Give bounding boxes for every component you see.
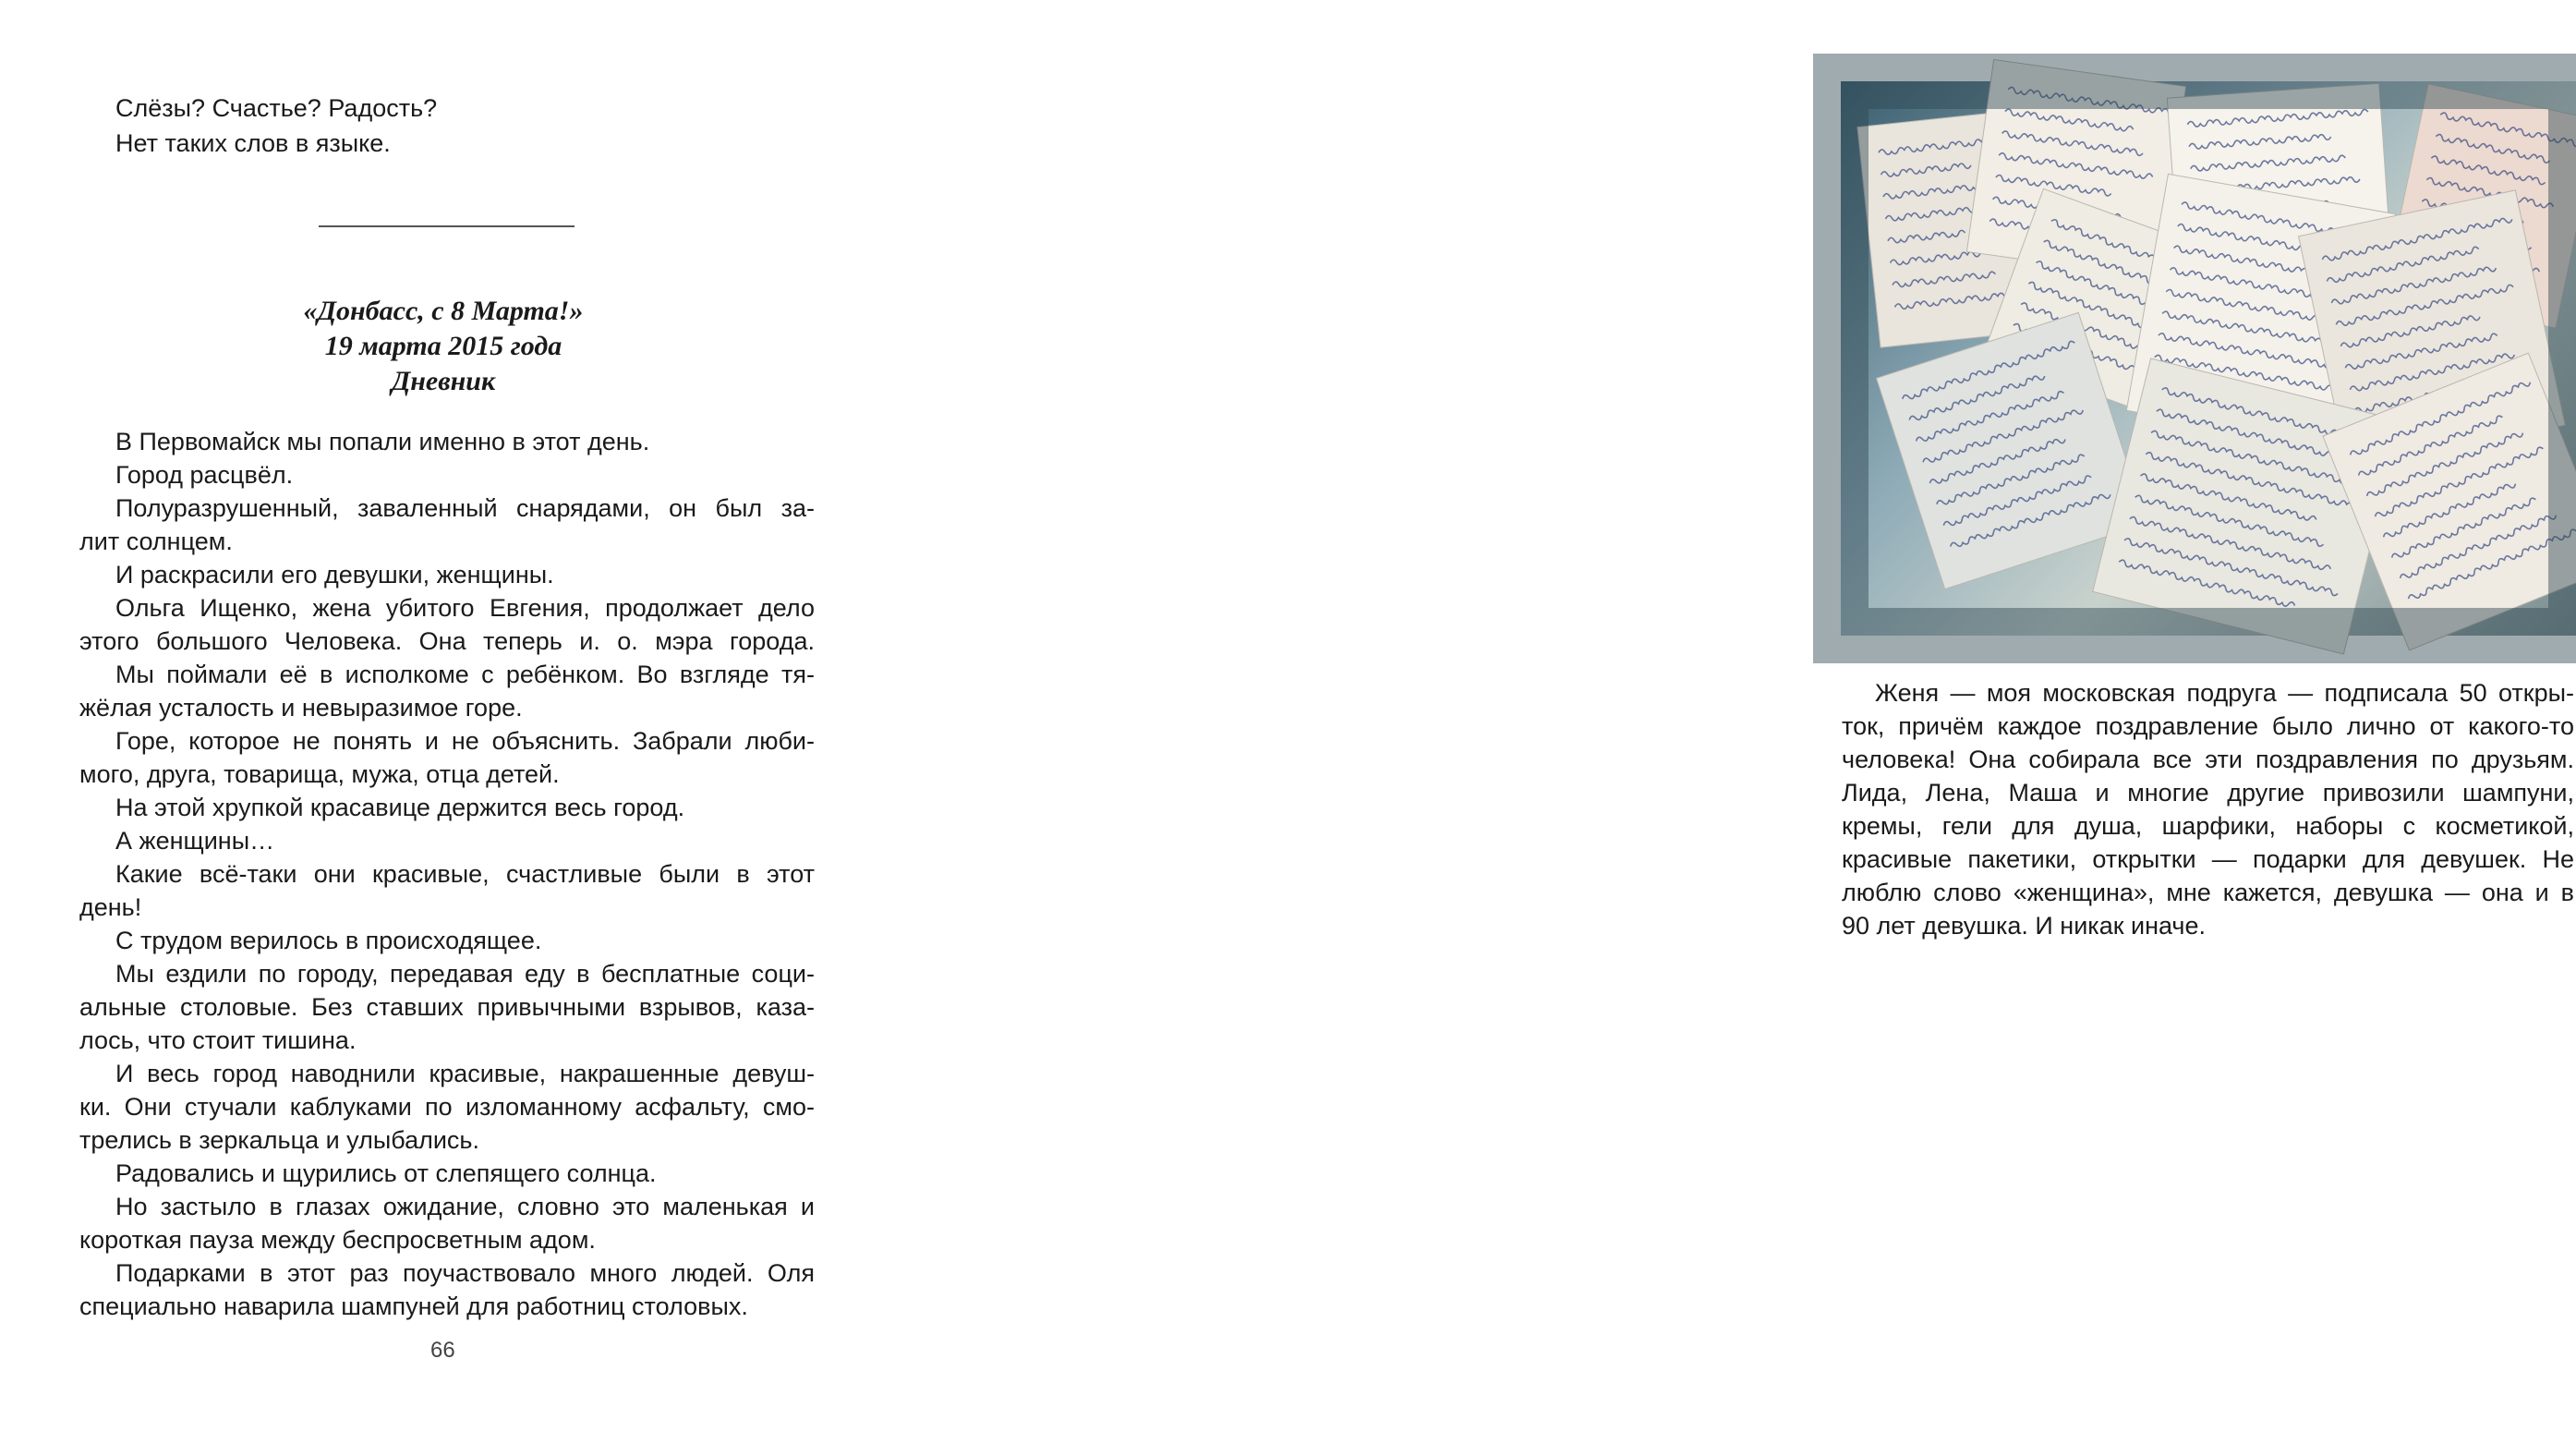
- text-line: ток, причём каждое поздравление было лично от какого-то: [1842, 712, 2574, 740]
- text-line: ки. Они стучали каблуками по изломанному асфальту, смо-: [79, 1093, 815, 1121]
- poem-line: Нет таких слов в языке.: [115, 129, 391, 157]
- page-number: 66: [430, 1338, 455, 1363]
- text-line: И весь город наводнили красивые, накрашенные девуш-: [115, 1060, 815, 1087]
- poem-line: Слёзы? Счастье? Радость?: [115, 94, 438, 122]
- text-line: И раскрасили его девушки, женщины.: [115, 561, 554, 588]
- text-line: лит солнцем.: [79, 528, 233, 555]
- text-line: альные столовые. Без ставших привычными взрывов, каза-: [79, 993, 815, 1021]
- diary-text: [79, 425, 815, 1323]
- text-line: Город расцвёл.: [115, 461, 294, 489]
- text-line: Лида, Лена, Маша и многие другие привозили шампуни,: [1842, 779, 2574, 807]
- left-page: [0, 0, 887, 1456]
- chapter-heading: [0, 294, 887, 399]
- section-divider: [319, 225, 574, 227]
- text-line: Радовались и щурились от слепящего солнца.: [115, 1159, 657, 1187]
- text-line: жёлая усталость и невыразимое горе.: [79, 694, 523, 722]
- photo-caption-text: [1842, 676, 2574, 942]
- text-line: люблю слово «женщина», мне кажется, девушка — она и в: [1842, 879, 2574, 906]
- text-line: С трудом верилось в происходящее.: [115, 927, 542, 954]
- poem: [115, 91, 437, 161]
- text-line: 90 лет девушка. И никак иначе.: [1842, 912, 2207, 940]
- text-line: Мы ездили по городу, передавая еду в бесплатные соци-: [115, 960, 815, 988]
- text-line: специально наварила шампуней для работниц столовых.: [79, 1292, 748, 1320]
- text-line: Полуразрушенный, заваленный снарядами, он был за-: [115, 494, 815, 522]
- text-line: Какие всё-таки они красивые, счастливые были в этот: [115, 860, 815, 888]
- text-line: Мы поймали её в исполкоме с ребёнком. Во взгляде тя-: [115, 661, 815, 688]
- photo-postcards: [1841, 81, 2576, 636]
- text-line: Женя — моя московская подруга — подписала 50 откры-: [1875, 679, 2574, 707]
- text-line: А женщины…: [115, 827, 275, 855]
- text-line: короткая пауза между беспросветным адом.: [79, 1226, 596, 1254]
- chapter-title: «Донбасс, с 8 Марта!»: [303, 296, 584, 326]
- text-line: мого, друга, товарища, мужа, отца детей.: [79, 760, 560, 788]
- text-line: лось, что стоит тишина.: [79, 1026, 357, 1054]
- text-line: этого большого Человека. Она теперь и. о. мэра города.: [79, 627, 815, 655]
- chapter-date: 19 марта 2015 года: [324, 331, 562, 361]
- text-line: Горе, которое не понять и не объяснить. Забрали люби-: [115, 727, 815, 755]
- text-line: В Первомайск мы попали именно в этот день.: [115, 428, 650, 455]
- text-line: Но застыло в глазах ожидание, словно это маленькая и: [115, 1193, 815, 1220]
- right-page: [887, 0, 2574, 1456]
- text-line: На этой хрупкой красавице держится весь город.: [115, 794, 685, 821]
- text-line: кремы, гели для душа, шарфики, наборы с косметикой,: [1842, 812, 2574, 840]
- text-line: день!: [79, 893, 142, 921]
- text-line: Ольга Ищенко, жена убитого Евгения, продолжает дело: [115, 594, 815, 622]
- text-line: Подарками в этот раз поучаствовало много людей. Оля: [115, 1259, 815, 1287]
- text-line: трелись в зеркальца и улыбались.: [79, 1126, 480, 1154]
- text-line: человека! Она собирала все эти поздравления по друзьям.: [1842, 746, 2574, 773]
- text-line: красивые пакетики, открытки — подарки для девушек. Не: [1842, 845, 2574, 873]
- chapter-subtitle: Дневник: [391, 366, 496, 396]
